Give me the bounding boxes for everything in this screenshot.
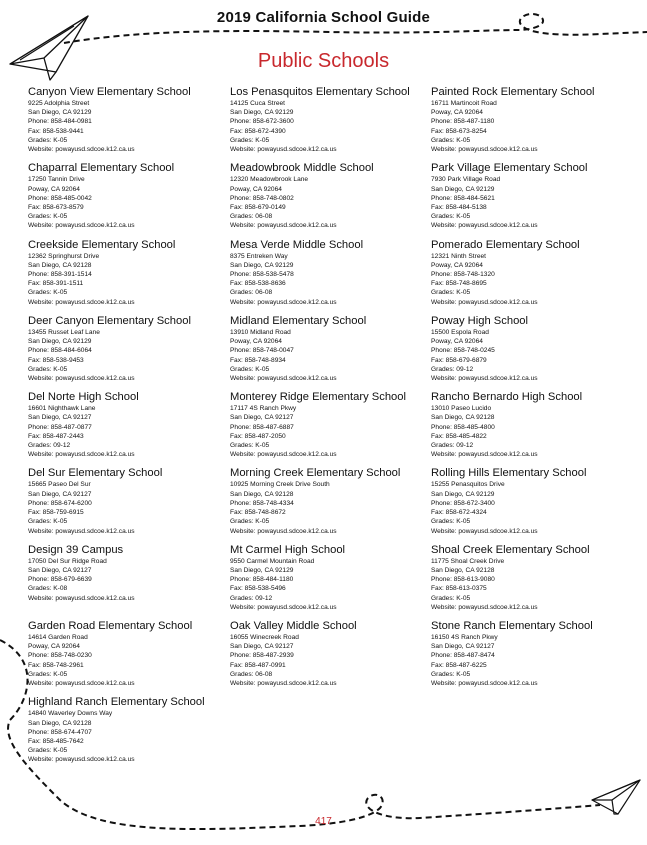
school-name: Rancho Bernardo High School	[431, 391, 583, 404]
school-website[interactable]: Website: powayusd.sdcoe.k12.ca.us	[28, 451, 135, 459]
school-fax: Fax: 858-679-0149	[230, 203, 286, 211]
school-website[interactable]: Website: powayusd.sdcoe.k12.ca.us	[230, 680, 337, 688]
school-entry	[28, 315, 228, 391]
school-entry	[431, 162, 631, 238]
school-phone: Phone: 858-674-4707	[28, 728, 92, 736]
school-entry	[230, 391, 430, 467]
school-website[interactable]: Website: powayusd.sdcoe.k12.ca.us	[431, 298, 538, 306]
school-fax: Fax: 858-487-6225	[431, 661, 487, 669]
school-city: Poway, CA 92064	[230, 338, 282, 346]
school-phone: Phone: 858-484-6064	[28, 347, 92, 355]
school-name: Mesa Verde Middle School	[230, 238, 364, 251]
school-entry	[28, 620, 228, 696]
school-name: Highland Ranch Elementary School	[28, 696, 205, 709]
school-phone: Phone: 858-391-1514	[28, 271, 92, 278]
school-phone: Phone: 858-484-0981	[28, 118, 92, 126]
school-website[interactable]: Website: powayusd.sdcoe.k12.ca.us	[431, 222, 538, 230]
school-grades: Grades: K-05	[230, 365, 270, 373]
school-website[interactable]: Website: powayusd.sdcoe.k12.ca.us	[28, 298, 135, 306]
school-grades: Grades: 09-12	[431, 365, 474, 373]
school-entry	[230, 544, 430, 620]
school-name: Del Sur Elementary School	[28, 467, 163, 480]
school-grades: Grades: K-05	[28, 136, 68, 144]
school-fax: Fax: 858-484-5138	[431, 203, 487, 211]
school-phone: Phone: 858-484-5621	[431, 194, 495, 202]
school-address: 15665 Paseo Del Sur	[28, 481, 91, 489]
school-city: San Diego, CA 92127	[431, 643, 495, 651]
school-grades: Grades: K-05	[28, 365, 68, 373]
school-city: Poway, CA 92064	[230, 185, 282, 193]
school-name: Painted Rock Elementary School	[431, 86, 595, 98]
school-city: San Diego, CA 92129	[28, 109, 92, 117]
school-phone: Phone: 858-487-6887	[230, 423, 294, 431]
section-title: Public Schools	[257, 50, 390, 72]
guide-title: 2019 California School Guide	[216, 9, 431, 26]
school-grades: Grades: K-05	[431, 670, 471, 678]
school-phone: Phone: 858-748-0047	[230, 347, 294, 355]
school-entry	[431, 620, 631, 696]
school-address: 10925 Morning Creek Drive South	[230, 481, 330, 489]
school-entry	[28, 391, 228, 467]
school-city: San Diego, CA 92129	[28, 338, 92, 346]
school-entry	[431, 239, 631, 315]
school-phone: Phone: 858-485-0042	[28, 194, 92, 202]
school-phone: Phone: 858-487-8474	[431, 652, 495, 660]
school-city: Poway, CA 92064	[431, 109, 483, 117]
school-fax: Fax: 858-485-7642	[28, 737, 84, 745]
school-city: Poway, CA 92064	[431, 261, 483, 269]
school-grades: Grades: K-05	[431, 594, 471, 602]
school-grades: Grades: K-05	[230, 136, 270, 144]
school-phone: Phone: 858-672-3400	[431, 499, 495, 507]
school-fax: Fax: 858-487-2050	[230, 432, 286, 440]
school-grades: Grades: K-05	[28, 213, 68, 221]
school-phone: Phone: 858-485-4800	[431, 423, 495, 431]
school-city: San Diego, CA 92127	[28, 490, 92, 498]
school-website[interactable]: Website: powayusd.sdcoe.k12.ca.us	[230, 298, 337, 306]
school-address: 17250 Tannin Drive	[28, 176, 85, 184]
school-address: 15255 Penasquitos Drive	[431, 481, 505, 489]
school-phone: Phone: 858-538-5478	[230, 271, 294, 278]
school-name: Mt Carmel High School	[230, 543, 346, 556]
school-city: San Diego, CA 92127	[28, 414, 92, 422]
school-fax: Fax: 858-748-8672	[230, 509, 286, 517]
school-website[interactable]: Website: powayusd.sdcoe.k12.ca.us	[28, 146, 135, 154]
school-name: Rolling Hills Elementary School	[431, 467, 587, 480]
school-name: Creekside Elementary School	[28, 238, 176, 251]
school-city: Poway, CA 92064	[28, 185, 80, 193]
school-website[interactable]: Website: powayusd.sdcoe.k12.ca.us	[28, 594, 135, 602]
school-name: Stone Ranch Elementary School	[431, 620, 593, 633]
school-fax: Fax: 858-679-6879	[431, 356, 487, 364]
school-address: 17117 4S Ranch Pkwy	[230, 405, 297, 413]
school-website[interactable]: Website: powayusd.sdcoe.k12.ca.us	[431, 603, 538, 611]
school-name: Poway High School	[431, 314, 529, 327]
school-fax: Fax: 858-538-5496	[230, 585, 286, 593]
school-fax: Fax: 858-748-2961	[28, 661, 84, 669]
school-grades: Grades: 06-08	[230, 289, 273, 297]
school-entry	[28, 86, 228, 162]
school-website[interactable]: Website: powayusd.sdcoe.k12.ca.us	[230, 146, 337, 154]
school-website[interactable]: Website: powayusd.sdcoe.k12.ca.us	[431, 146, 538, 154]
school-address: 13455 Russet Leaf Lane	[28, 328, 100, 336]
school-name: Oak Valley Middle School	[230, 620, 357, 633]
school-column-1	[28, 86, 228, 773]
school-website[interactable]: Website: powayusd.sdcoe.k12.ca.us	[230, 222, 337, 230]
school-website[interactable]: Website: powayusd.sdcoe.k12.ca.us	[431, 680, 538, 688]
school-address: 14614 Garden Road	[28, 634, 88, 642]
school-grades: Grades: K-08	[28, 585, 68, 593]
school-address: 13010 Paseo Lucido	[431, 405, 492, 413]
school-name: Design 39 Campus	[28, 543, 124, 556]
school-entry	[431, 467, 631, 543]
school-phone: Phone: 858-748-1320	[431, 271, 495, 278]
school-website[interactable]: Website: powayusd.sdcoe.k12.ca.us	[230, 451, 337, 459]
school-phone: Phone: 858-672-3600	[230, 118, 294, 126]
school-address: 9225 Adolphia Street	[28, 100, 90, 107]
school-address: 16601 Nighthawk Lane	[28, 405, 96, 413]
school-column-2	[230, 86, 430, 696]
school-name: Shoal Creek Elementary School	[431, 543, 590, 556]
school-fax: Fax: 858-672-4324	[431, 509, 487, 517]
school-entry	[28, 696, 228, 772]
school-fax: Fax: 858-759-6915	[28, 509, 84, 517]
school-website[interactable]: Website: powayusd.sdcoe.k12.ca.us	[28, 680, 135, 688]
school-website[interactable]: Website: powayusd.sdcoe.k12.ca.us	[431, 451, 538, 459]
school-entry	[431, 315, 631, 391]
school-phone: Phone: 858-679-6639	[28, 576, 92, 584]
school-address: 12321 Ninth Street	[431, 252, 486, 260]
school-city: San Diego, CA 92127	[230, 643, 294, 651]
school-city: San Diego, CA 92129	[431, 490, 495, 498]
school-city: San Diego, CA 92128	[431, 414, 495, 422]
page-number: 417	[315, 816, 332, 827]
school-phone: Phone: 858-748-4334	[230, 499, 294, 507]
school-entry	[230, 162, 430, 238]
school-name: Meadowbrook Middle School	[230, 162, 374, 175]
school-address: 16150 4S Ranch Pkwy	[431, 634, 498, 642]
school-entry	[230, 467, 430, 543]
school-fax: Fax: 858-748-8934	[230, 356, 286, 364]
school-website[interactable]: Website: powayusd.sdcoe.k12.ca.us	[230, 374, 337, 382]
school-phone: Phone: 858-487-2939	[230, 652, 294, 660]
school-grades: Grades: K-05	[431, 518, 471, 526]
school-phone: Phone: 858-484-1180	[230, 576, 294, 584]
school-grades: Grades: K-05	[431, 213, 471, 221]
school-city: San Diego, CA 92129	[230, 566, 294, 574]
school-name: Canyon View Elementary School	[28, 86, 191, 98]
school-address: 16055 Winecreek Road	[230, 634, 299, 642]
school-entry	[28, 162, 228, 238]
school-phone: Phone: 858-748-0230	[28, 652, 92, 660]
school-address: 8375 Entreken Way	[230, 252, 288, 260]
school-grades: Grades: 06-08	[230, 670, 273, 678]
school-address: 13910 Midland Road	[230, 328, 291, 336]
school-name: Pomerado Elementary School	[431, 238, 580, 251]
school-fax: Fax: 858-485-4822	[431, 432, 487, 440]
school-entry	[431, 86, 631, 162]
school-grades: Grades: 09-12	[431, 442, 474, 449]
school-name: Monterey Ridge Elementary School	[230, 391, 406, 404]
school-name: Morning Creek Elementary School	[230, 467, 401, 480]
school-fax: Fax: 858-391-1511	[28, 280, 84, 288]
school-grades: Grades: 06-08	[230, 213, 273, 221]
school-grades: Grades: 09-12	[28, 442, 71, 449]
school-address: 14840 Waverley Downs Way	[28, 710, 113, 718]
school-grades: Grades: K-05	[28, 289, 68, 297]
school-phone: Phone: 858-487-0877	[28, 423, 92, 431]
school-phone: Phone: 858-613-9080	[431, 576, 495, 584]
school-address: 12362 Springhurst Drive	[28, 252, 100, 260]
school-phone: Phone: 858-748-0245	[431, 347, 495, 355]
school-website[interactable]: Website: powayusd.sdcoe.k12.ca.us	[230, 603, 337, 611]
school-entry	[431, 391, 631, 467]
school-grades: Grades: K-05	[28, 670, 68, 678]
school-fax: Fax: 858-673-8579	[28, 203, 84, 211]
school-entry	[431, 544, 631, 620]
school-fax: Fax: 858-748-8695	[431, 280, 487, 288]
school-column-3	[431, 86, 631, 696]
school-city: San Diego, CA 92127	[28, 566, 92, 574]
school-entry	[230, 315, 430, 391]
school-city: Poway, CA 92064	[431, 338, 483, 346]
school-entry	[28, 467, 228, 543]
school-address: 14125 Cuca Street	[230, 100, 285, 107]
school-city: Poway, CA 92064	[28, 643, 80, 651]
school-grades: Grades: K-05	[230, 442, 270, 449]
school-grades: Grades: K-05	[431, 136, 471, 144]
school-website[interactable]: Website: powayusd.sdcoe.k12.ca.us	[28, 527, 135, 535]
school-fax: Fax: 858-673-8254	[431, 127, 487, 135]
school-city: San Diego, CA 92128	[230, 490, 294, 498]
school-grades: Grades: 09-12	[230, 594, 273, 602]
school-address: 16711 Martincoit Road	[431, 100, 497, 107]
school-city: San Diego, CA 92129	[431, 185, 495, 193]
school-name: Garden Road Elementary School	[28, 620, 193, 633]
school-fax: Fax: 858-613-0375	[431, 585, 487, 593]
school-website[interactable]: Website: powayusd.sdcoe.k12.ca.us	[28, 756, 135, 764]
school-website[interactable]: Website: powayusd.sdcoe.k12.ca.us	[431, 527, 538, 535]
school-grades: Grades: K-05	[431, 289, 471, 297]
school-address: 15500 Espola Road	[431, 328, 489, 336]
school-website[interactable]: Website: powayusd.sdcoe.k12.ca.us	[230, 527, 337, 535]
school-website[interactable]: Website: powayusd.sdcoe.k12.ca.us	[28, 374, 135, 382]
school-name: Deer Canyon Elementary School	[28, 314, 191, 327]
school-city: San Diego, CA 92128	[28, 261, 92, 269]
school-entry	[230, 86, 430, 162]
school-entry	[28, 239, 228, 315]
school-fax: Fax: 858-487-0991	[230, 661, 286, 669]
school-grades: Grades: K-05	[28, 747, 68, 755]
school-fax: Fax: 858-487-2443	[28, 432, 84, 440]
school-fax: Fax: 858-538-9441	[28, 127, 84, 135]
school-website[interactable]: Website: powayusd.sdcoe.k12.ca.us	[28, 222, 135, 230]
school-address: 12320 Meadowbrook Lane	[230, 176, 309, 184]
school-city: San Diego, CA 92128	[28, 719, 92, 727]
school-address: 7930 Park Village Road	[431, 176, 501, 184]
school-name: Del Norte High School	[28, 391, 139, 404]
school-address: 9550 Carmel Mountain Road	[230, 557, 315, 565]
school-name: Chaparral Elementary School	[28, 162, 175, 175]
school-fax: Fax: 858-538-9453	[28, 356, 84, 364]
school-grades: Grades: K-05	[230, 518, 270, 526]
school-name: Midland Elementary School	[230, 314, 367, 327]
school-entry	[28, 544, 228, 620]
school-phone: Phone: 858-487-1180	[431, 118, 495, 126]
school-name: Los Penasquitos Elementary School	[230, 86, 410, 98]
school-city: San Diego, CA 92129	[230, 261, 294, 269]
school-entry	[230, 620, 430, 696]
school-address: 11775 Shoal Creek Drive	[431, 557, 505, 565]
school-fax: Fax: 858-538-8636	[230, 280, 286, 288]
school-phone: Phone: 858-748-0802	[230, 194, 294, 202]
school-city: San Diego, CA 92128	[431, 566, 495, 574]
school-city: San Diego, CA 92127	[230, 414, 294, 422]
school-city: San Diego, CA 92129	[230, 109, 294, 117]
school-name: Park Village Elementary School	[431, 162, 588, 175]
school-phone: Phone: 858-674-6200	[28, 499, 92, 507]
school-entry	[230, 239, 430, 315]
small-paper-plane-icon	[592, 780, 640, 814]
school-fax: Fax: 858-672-4390	[230, 127, 286, 135]
school-address: 17050 Del Sur Ridge Road	[28, 557, 107, 565]
school-website[interactable]: Website: powayusd.sdcoe.k12.ca.us	[431, 374, 538, 382]
school-grades: Grades: K-05	[28, 518, 68, 526]
